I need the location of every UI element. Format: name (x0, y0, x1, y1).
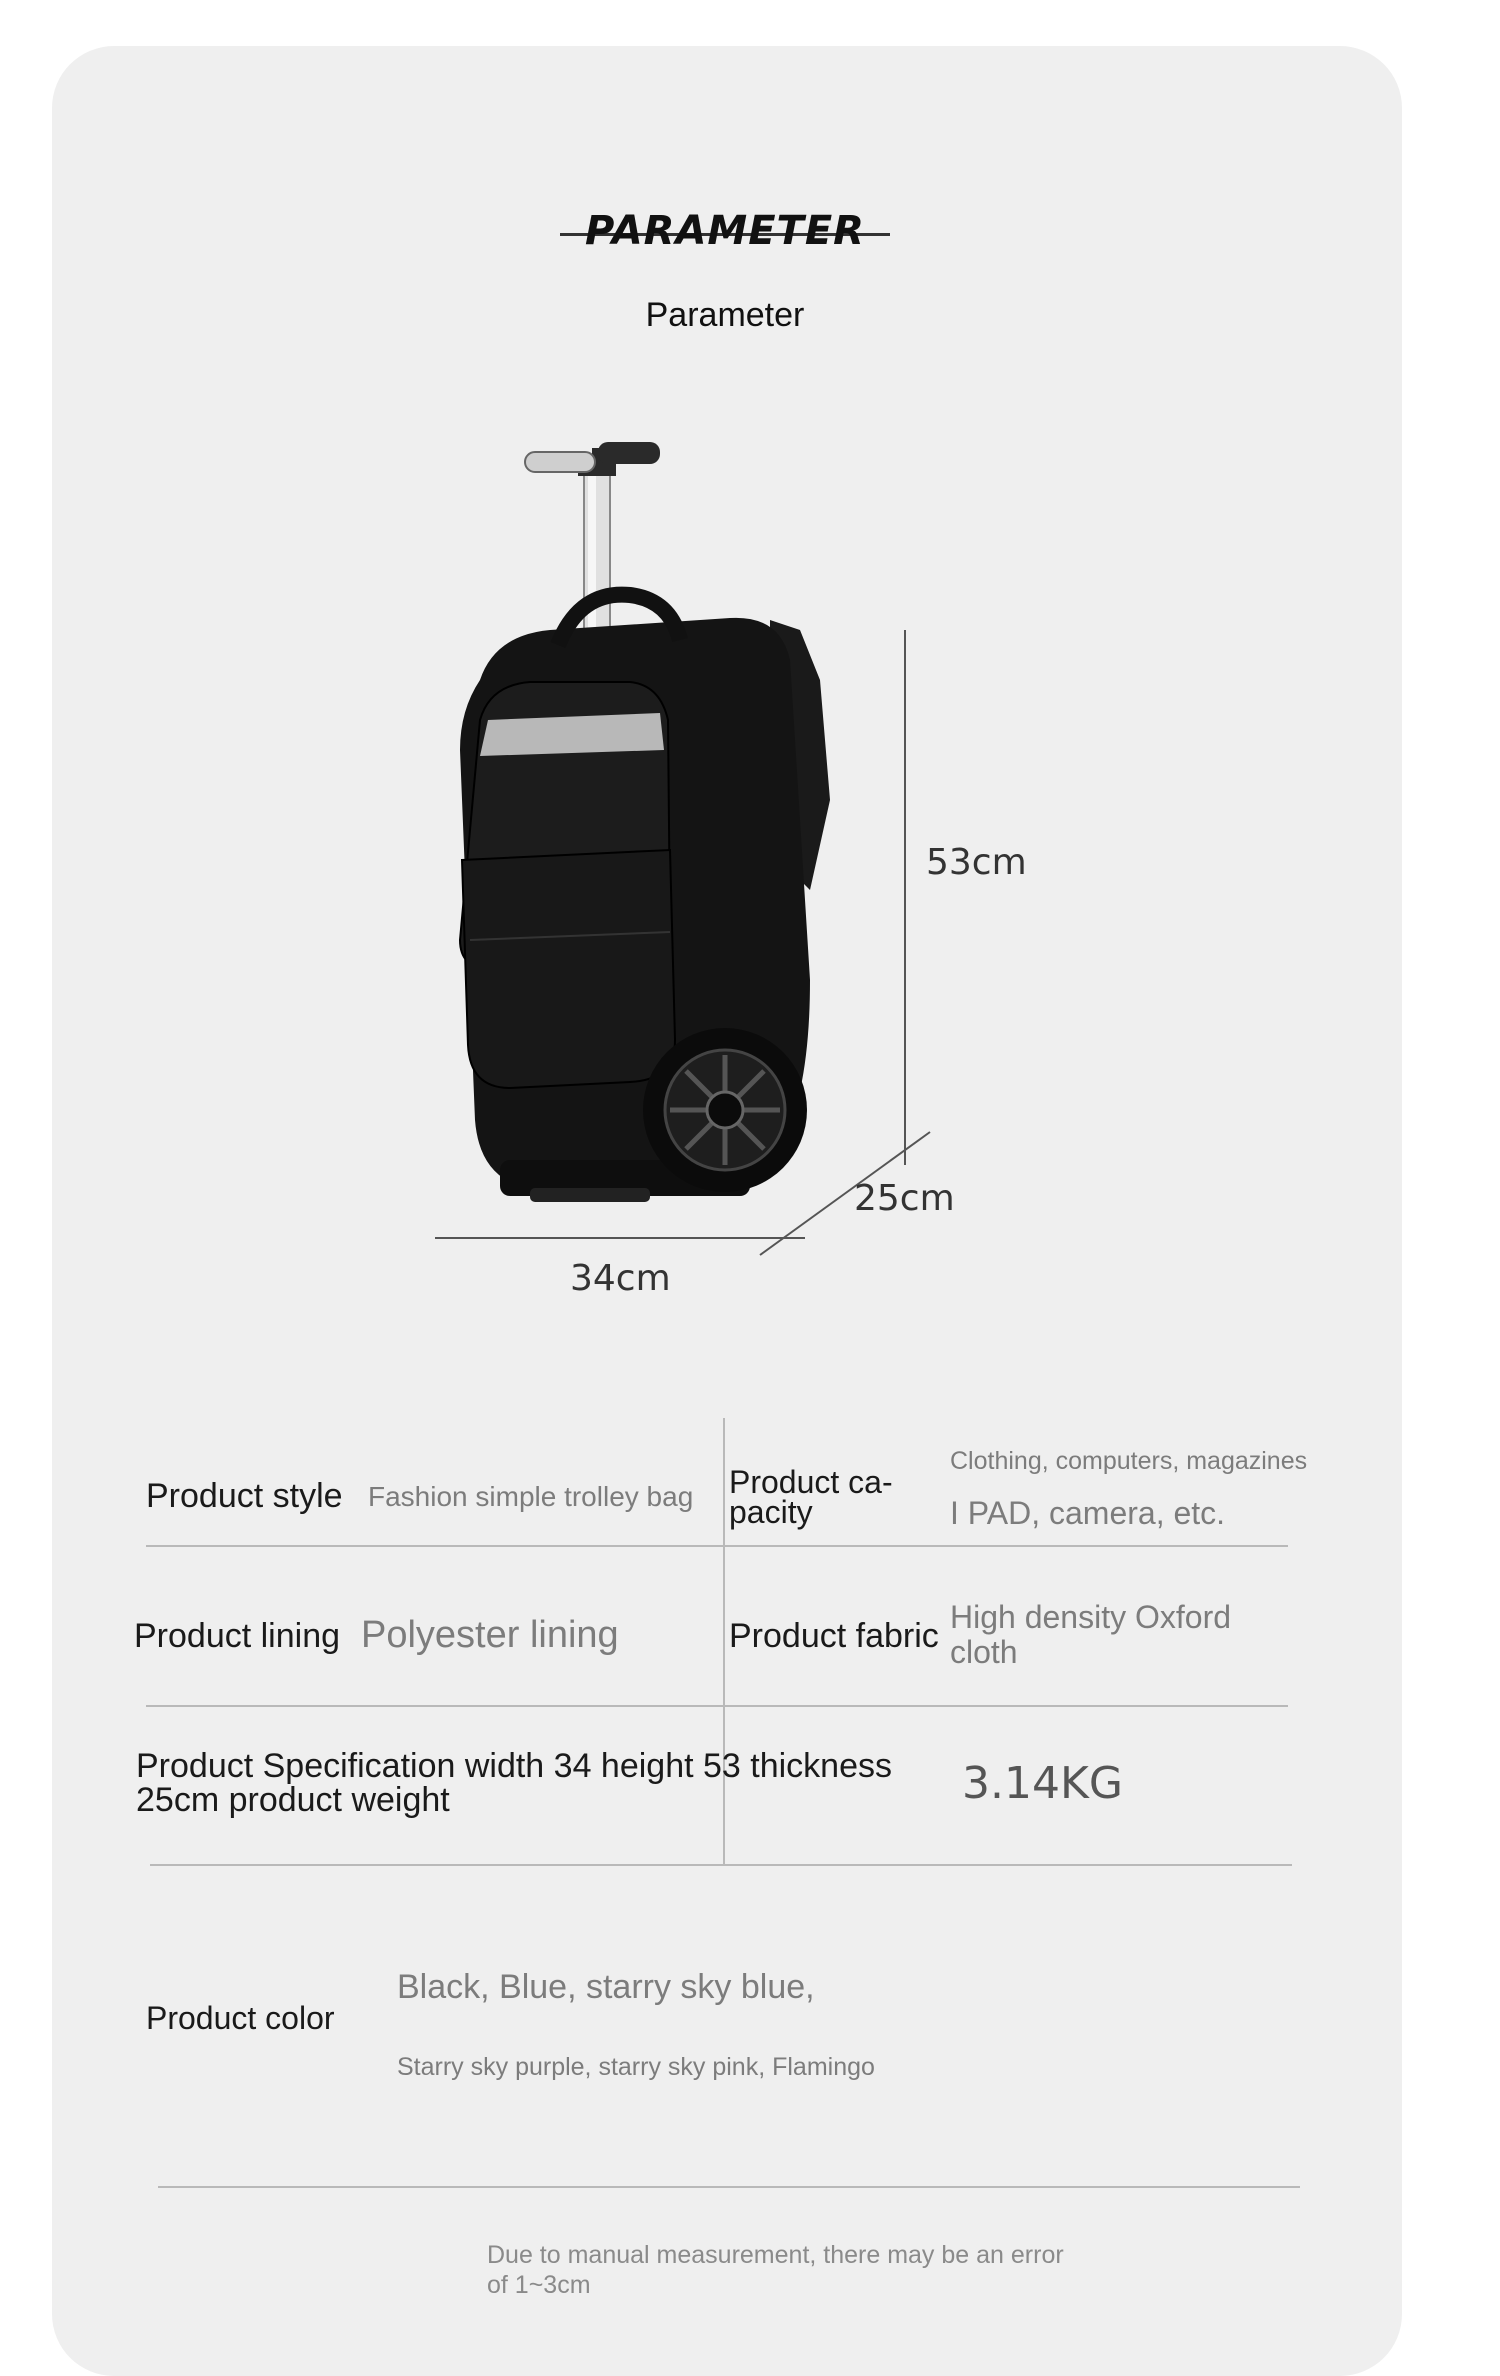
capacity-value-1: Clothing, computers, magazines (950, 1447, 1308, 1475)
fabric-value-2: cloth (950, 1634, 1018, 1670)
table-row-divider (146, 1705, 1288, 1707)
section-title: PARAMETER (585, 208, 865, 254)
color-value-2: Starry sky purple, starry sky pink, Flamingo (397, 2053, 875, 2081)
fabric-value-1: High density Oxford (950, 1599, 1232, 1635)
product-image (330, 420, 1090, 1320)
color-value-1: Black, Blue, starry sky blue, (397, 1968, 815, 2006)
table-row-divider (146, 1545, 1288, 1547)
style-value: Fashion simple trolley bag (368, 1481, 694, 1512)
fabric-label: Product fabric (729, 1617, 939, 1655)
width-dimension: 34cm (570, 1258, 671, 1299)
lining-label: Product lining (134, 1617, 341, 1655)
table-divider-vertical (723, 1418, 725, 1864)
depth-dimension: 25cm (854, 1178, 955, 1219)
capacity-label-1: Product ca- (729, 1464, 893, 1500)
table-row-divider (150, 1864, 1292, 1866)
section-subtitle: Parameter (645, 296, 805, 334)
height-dimension: 53cm (926, 842, 1027, 883)
color-label: Product color (146, 2000, 335, 2036)
specification-label-2: 25cm product weight (136, 1781, 450, 1819)
table-bottom-divider (158, 2186, 1300, 2188)
capacity-label-2: pacity (729, 1494, 813, 1530)
weight-value: 3.14KG (962, 1758, 1123, 1809)
specification-label-1: Product Specification width 34 height 53 thickness (136, 1747, 893, 1785)
measurement-note-1: Due to manual measurement, there may be an error (487, 2241, 1064, 2269)
lining-value: Polyester lining (361, 1614, 619, 1656)
capacity-value-2: I PAD, camera, etc. (950, 1495, 1226, 1531)
style-label: Product style (146, 1477, 343, 1515)
measurement-note-2: of 1~3cm (487, 2271, 591, 2299)
